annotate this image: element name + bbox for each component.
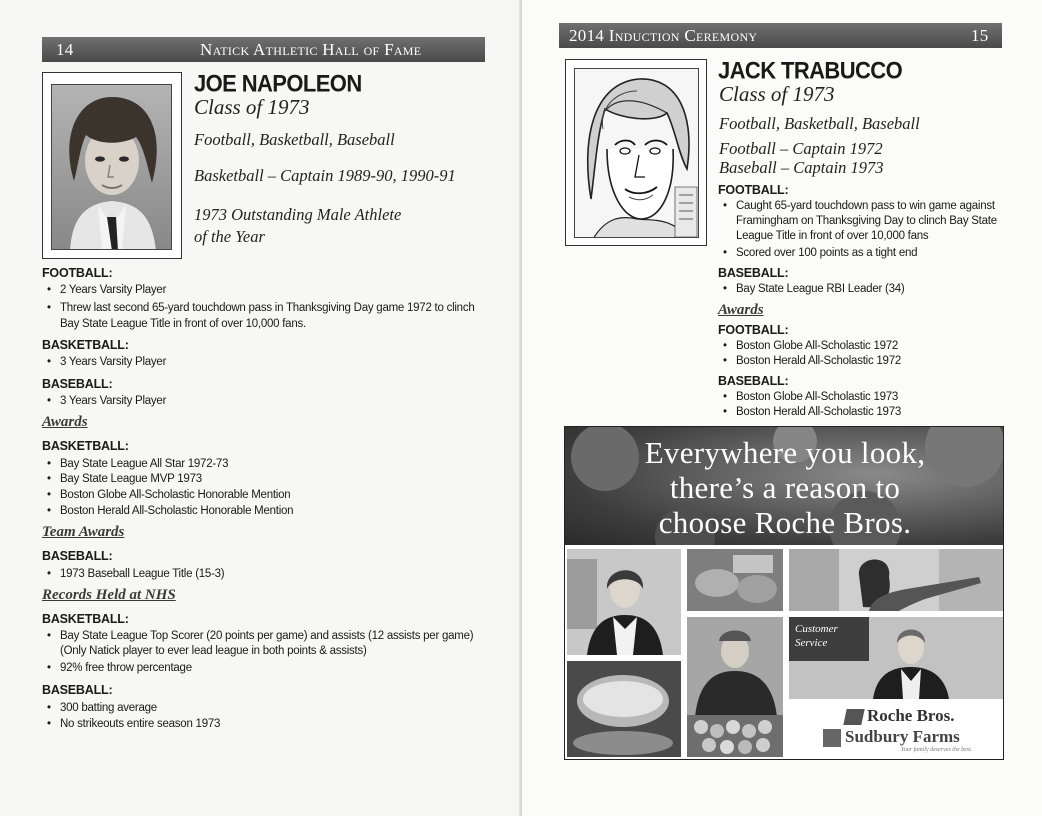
customer-service-sign-line: Customer (795, 623, 838, 635)
right-page (522, 0, 1042, 816)
list-item-continuation: (Only Natick player to ever lead league in both points & assists) (60, 645, 367, 657)
player-photo (574, 68, 699, 238)
player-photo-frame (565, 59, 707, 246)
captain-line: Basketball – Captain 1989-90, 1990-91 (194, 166, 456, 185)
honor-line: 1973 Outstanding Male Athlete (194, 205, 402, 224)
player-name: JACK TRABUCCO (718, 57, 903, 84)
section-heading-basketball: BASKETBALL: (42, 612, 129, 626)
page-number: 14 (56, 40, 74, 59)
header-title: Natick Athletic Hall of Fame (200, 40, 422, 59)
ad-photo-shopper (789, 549, 1003, 611)
list-item: • Bay State League All Star 1972-73 (60, 456, 228, 472)
list-item: • Bay State League Top Scorer (20 points per game) and assists (12 assists per game) (60, 628, 473, 644)
ad-photo-employee-woman (567, 549, 681, 655)
list-item: • Boston Herald All-Scholastic 1973 (736, 404, 901, 420)
ad-headline-line: choose Roche Bros. (658, 505, 912, 540)
section-heading-baseball: BASEBALL: (42, 549, 113, 563)
captain-line: Baseball – Captain 1973 (719, 158, 884, 177)
ad-headline-line: there’s a reason to (669, 470, 901, 505)
section-heading-football: FOOTBALL: (718, 183, 789, 197)
ad-hero-banner (565, 427, 1004, 545)
list-item-continuation: Bay State League Title in front of over 10,000 fans. (60, 318, 306, 330)
list-item: • 1973 Baseball League Title (15-3) (60, 566, 224, 582)
player-photo (51, 84, 172, 250)
list-item: • 3 Years Varsity Player (60, 354, 166, 370)
list-item: • Boston Globe All-Scholastic Honorable Mention (60, 487, 290, 503)
logo-block (789, 703, 1003, 759)
list-item: • 92% free throw percentage (60, 660, 192, 676)
bread-illustration (687, 549, 783, 611)
sudbury-farms-logo-text: Sudbury Farms (845, 727, 960, 746)
list-item-continuation: Framingham on Thanksgiving Day to clinch Bay State (736, 215, 997, 227)
page-number: 15 (971, 26, 989, 45)
player-photo-frame (42, 72, 182, 259)
portrait-illustration (52, 85, 172, 250)
shopper-illustration (789, 549, 1003, 611)
honor-line: of the Year (194, 227, 265, 246)
list-item: • Boston Globe All-Scholastic 1972 (736, 338, 898, 354)
section-heading-baseball: BASEBALL: (42, 683, 113, 697)
sudbury-farms-logo-icon (823, 729, 841, 747)
ad-headline-line: Everywhere you look, (644, 435, 926, 470)
header-title: 2014 Induction Ceremony (569, 26, 758, 45)
ad-photo-fish (567, 661, 681, 757)
list-item: • 300 batting average (60, 700, 157, 716)
list-item: • Boston Herald All-Scholastic 1972 (736, 353, 901, 369)
roche-bros-logo-text: Roche Bros. (867, 706, 955, 725)
right-header-bar (559, 23, 1002, 48)
section-heading-football: FOOTBALL: (718, 323, 789, 337)
section-heading-baseball: BASEBALL: (718, 266, 789, 280)
ad-photo-customer-service (789, 617, 1003, 699)
section-heading-football: FOOTBALL: (42, 266, 113, 280)
records-heading: Records Held at NHS (42, 587, 176, 603)
list-item: • Bay State League RBI Leader (34) (736, 281, 904, 297)
awards-heading: Awards (718, 302, 764, 318)
ad-tagline: Your family deserves the best. (901, 747, 973, 753)
list-item: • Caught 65-yard touchdown pass to win game against (736, 198, 995, 214)
left-header-bar (42, 37, 485, 62)
employee-illustration (567, 549, 681, 655)
sports-list: Football, Basketball, Baseball (194, 130, 395, 149)
list-item: • Boston Herald All-Scholastic Honorable Mention (60, 503, 293, 519)
team-awards-heading: Team Awards (42, 524, 125, 540)
list-item: • Scored over 100 points as a tight end (736, 245, 917, 261)
ad-photo-produce-man (687, 617, 783, 757)
player-name: JOE NAPOLEON (194, 70, 362, 97)
section-heading-basketball: BASKETBALL: (42, 439, 129, 453)
list-item: • Boston Globe All-Scholastic 1973 (736, 389, 898, 405)
class-year: Class of 1973 (719, 82, 835, 106)
sketch-illustration (575, 69, 699, 238)
list-item: • 2 Years Varsity Player (60, 282, 166, 298)
class-year: Class of 1973 (194, 95, 310, 119)
list-item: • 3 Years Varsity Player (60, 393, 166, 409)
list-item: • No strikeouts entire season 1973 (60, 716, 220, 732)
section-heading-baseball: BASEBALL: (42, 377, 113, 391)
fish-illustration (567, 661, 681, 757)
ad-photo-deli-counter (687, 549, 783, 611)
list-item-continuation: League Title in front of over 10,000 fans (736, 230, 929, 242)
list-item: • Threw last second 65-yard touchdown pass in Thanksgiving Day game 1972 to clinch (60, 300, 474, 316)
advertisement (564, 426, 1004, 760)
awards-heading: Awards (42, 414, 88, 430)
section-heading-baseball: BASEBALL: (718, 374, 789, 388)
roche-bros-logo-icon (843, 709, 864, 725)
captain-line: Football – Captain 1972 (719, 139, 883, 158)
produce-man-illustration (687, 617, 783, 757)
sports-list: Football, Basketball, Baseball (719, 114, 920, 133)
list-item: • Bay State League MVP 1973 (60, 471, 202, 487)
customer-service-sign-line: Service (795, 637, 828, 649)
section-heading-basketball: BASKETBALL: (42, 338, 129, 352)
